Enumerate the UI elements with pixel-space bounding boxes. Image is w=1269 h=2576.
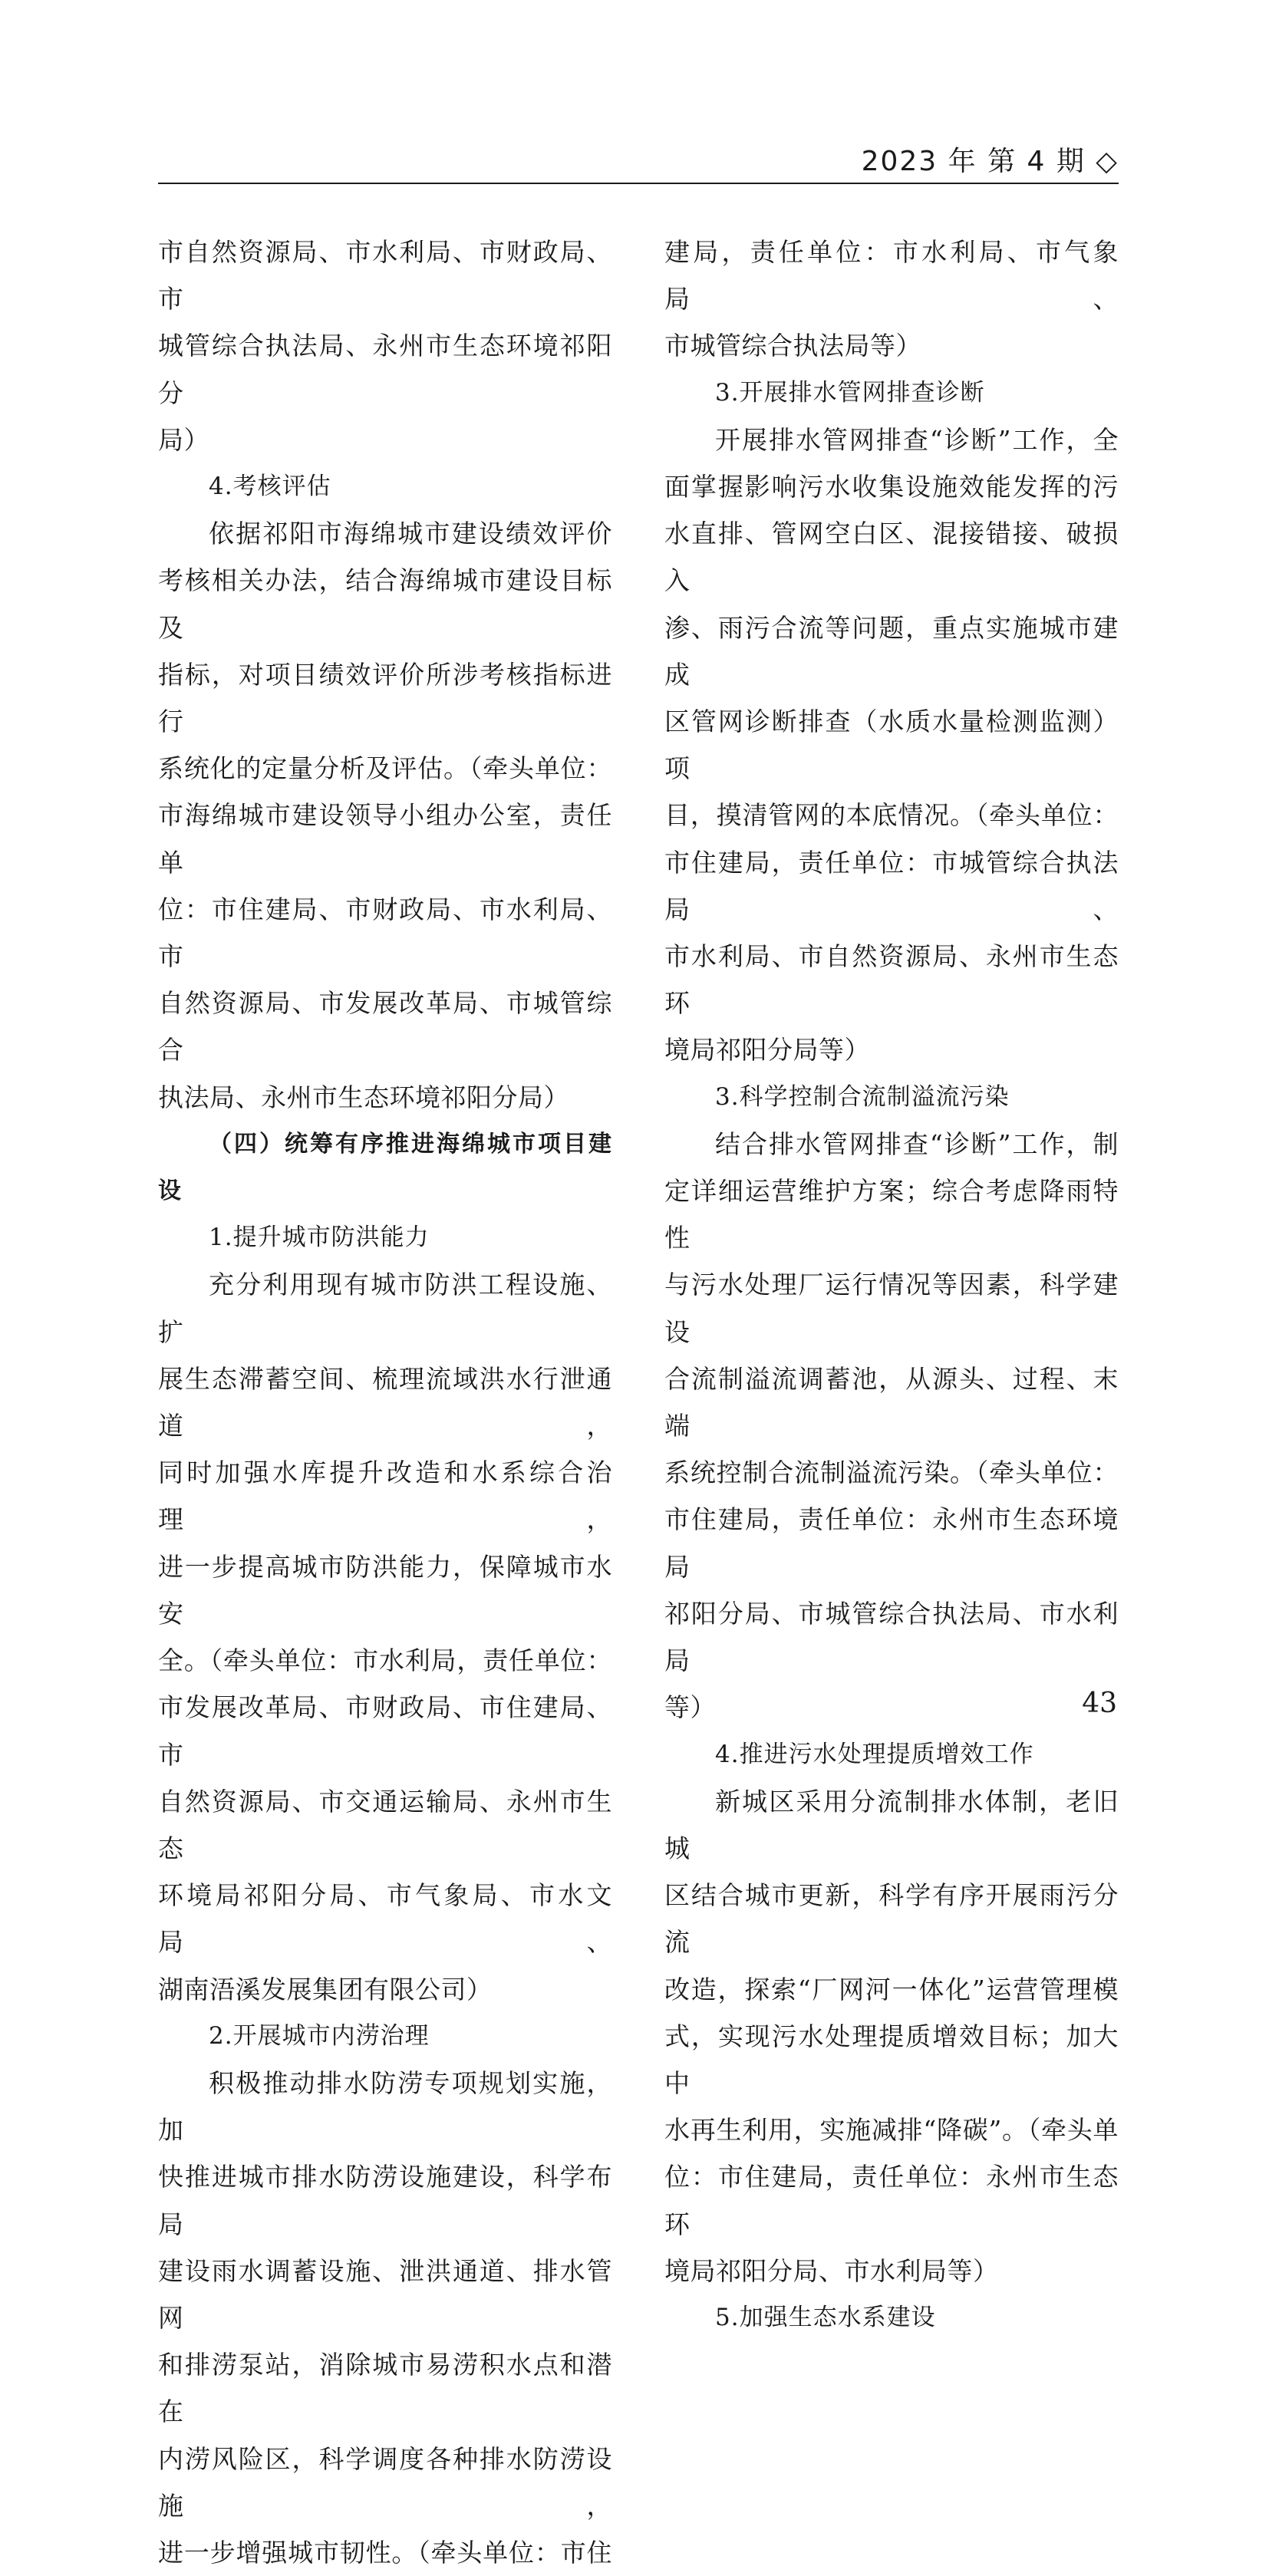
text-line: 位：市住建局，责任单位：永州市生态环	[664, 2162, 1119, 2239]
section-heading: 4.考核评估	[209, 473, 331, 501]
text-line: 区结合城市更新，科学有序开展雨污分流	[664, 1880, 1119, 1958]
section-heading: 2.开展城市内涝治理	[209, 2021, 430, 2050]
text-line: 市自然资源局、市水利局、市财政局、市	[158, 237, 612, 315]
text-line: 建局，责任单位：市水利局、市气象局、	[664, 237, 1119, 315]
text-line: 考核相关办法，结合海绵城市建设目标及	[158, 565, 612, 643]
text-line: 市发展改革局、市财政局、市住建局、市	[158, 1692, 612, 1770]
text-line: 自然资源局、市交通运输局、永州市生态	[158, 1786, 612, 1863]
text-line: 和排涝泵站，消除城市易涝积水点和潜在	[158, 2350, 612, 2427]
section-heading: 4.推进污水处理提质增效工作	[715, 1740, 1034, 1768]
left-column	[158, 229, 612, 2576]
text-line: 水直排、管网空白区、混接错接、破损入	[664, 519, 1119, 596]
section-heading: 5.加强生态水系建设	[715, 2303, 936, 2331]
text-line: 局）	[158, 424, 209, 455]
text-line: 市海绵城市建设领导小组办公室，责任单	[158, 800, 612, 878]
page-number: 43	[1082, 1688, 1117, 1719]
text-line: 执法局、永州市生态环境祁阳分局）	[158, 1082, 569, 1112]
text-line: 自然资源局、市发展改革局、市城管综合	[158, 988, 612, 1066]
text-line: 目，摸清管网的本底情况。（牵头单位：	[664, 800, 1119, 831]
text-line: 境局祁阳分局等）	[664, 1035, 870, 1066]
text-line: 渗、雨污合流等问题，重点实施城市建成	[664, 612, 1119, 690]
text-line: 市住建局，责任单位：永州市生态环境局	[664, 1504, 1119, 1582]
section-heading: 3.开展排水管网排查诊断	[715, 378, 985, 407]
journal-issue: 2023 年 第 4 期 ◇	[861, 146, 1119, 177]
text-line: 与污水处理厂运行情况等因素，科学建设	[664, 1270, 1119, 1347]
text-line: 市住建局，责任单位：市城管综合执法局、	[664, 847, 1119, 924]
section-heading: 3.科学控制合流制溢流污染	[715, 1082, 1010, 1111]
text-line: 进一步提高城市防洪能力，保障城市水安	[158, 1551, 612, 1629]
text-line: 展生态滞蓄空间、梳理流域洪水行泄通道，	[158, 1363, 612, 1441]
text-line: 式，实现污水处理提质增效目标；加大中	[664, 2021, 1119, 2098]
text-line: 定详细运营维护方案；综合考虑降雨特性	[664, 1176, 1119, 1253]
text-line: 城管综合执法局、永州市生态环境祁阳分	[158, 331, 612, 408]
text-line: 新城区采用分流制排水体制，老旧城	[664, 1786, 1119, 1863]
text-line: 市水利局、市自然资源局、永州市生态环	[664, 941, 1119, 1019]
text-line: 开展排水管网排查“诊断”工作，全	[715, 424, 1119, 455]
text-line: 内涝风险区，科学调度各种排水防涝设施，	[158, 2443, 612, 2521]
text-line: 市城管综合执法局等）	[664, 331, 921, 361]
text-line: 环境局祁阳分局、市气象局、市水文局、	[158, 1880, 612, 1958]
text-line: 依据祁阳市海绵城市建设绩效评价	[209, 519, 612, 549]
right-column	[664, 229, 1119, 2341]
text-line: 进一步增强城市韧性。（牵头单位：市住	[158, 2537, 612, 2568]
text-line: 等）	[664, 1692, 716, 1723]
text-line: 境局祁阳分局、市水利局等）	[664, 2255, 999, 2286]
text-line: 充分利用现有城市防洪工程设施、扩	[158, 1270, 612, 1347]
text-line: 祁阳分局、市城管综合执法局、市水利局	[664, 1598, 1119, 1676]
header-rule	[158, 183, 1119, 184]
text-line: 改造，探索“厂网河一体化”运营管理模	[664, 1974, 1119, 2004]
text-line: 建设雨水调蓄设施、泄洪通道、排水管网	[158, 2255, 612, 2333]
text-line: 全。（牵头单位：市水利局，责任单位：	[158, 1645, 612, 1676]
text-line: 同时加强水库提升改造和水系综合治理，	[158, 1458, 612, 1535]
text-line: 快推进城市排水防涝设施建设，科学布局	[158, 2162, 612, 2239]
text-line: 面掌握影响污水收集设施效能发挥的污	[664, 472, 1119, 502]
text-line: 系统控制合流制溢流污染。（牵头单位：	[664, 1458, 1119, 1488]
text-line: 湖南浯溪发展集团有限公司）	[158, 1974, 493, 2004]
text-line: 指标，对项目绩效评价所涉考核指标进行	[158, 659, 612, 737]
text-line: 积极推动排水防涝专项规划实施，加	[158, 2067, 612, 2146]
section-heading: （四）统筹有序推进海绵城市项目建设	[158, 1130, 612, 1205]
text-line: 区管网诊断排查（水质水量检测监测）项	[664, 707, 1119, 784]
text-line: 结合排水管网排查“诊断”工作，制	[715, 1128, 1119, 1159]
text-line: 位：市住建局、市财政局、市水利局、市	[158, 894, 612, 972]
text-line: 水再生利用，实施减排“降碳”。（牵头单	[664, 2115, 1119, 2146]
text-line: 合流制溢流调蓄池，从源头、过程、末端	[664, 1363, 1119, 1441]
section-heading: 1.提升城市防洪能力	[209, 1224, 430, 1252]
text-line: 系统化的定量分析及评估。（牵头单位：	[158, 753, 612, 784]
